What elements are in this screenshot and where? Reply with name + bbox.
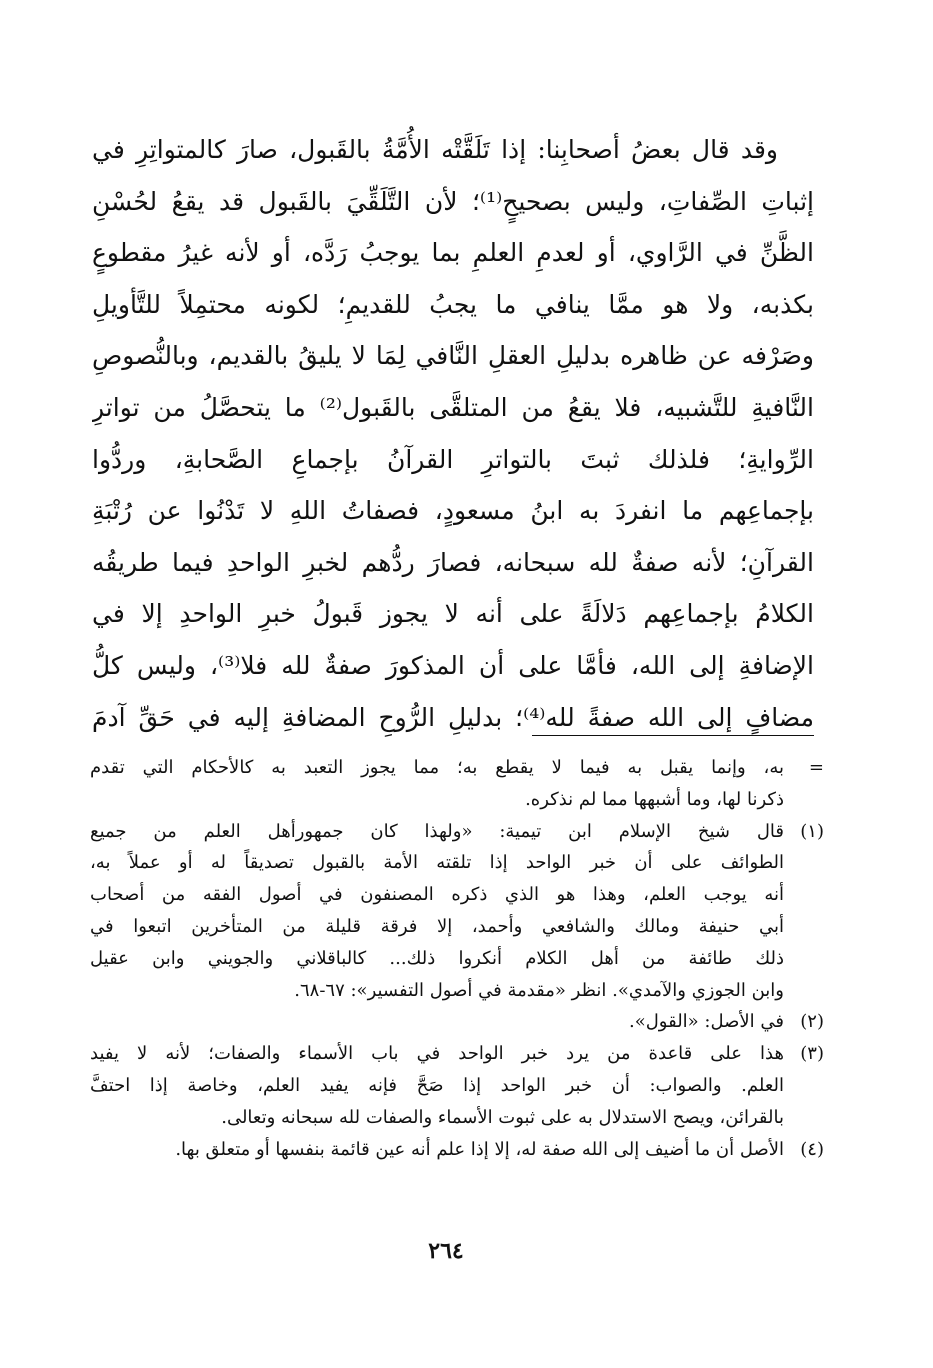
footnote-body xyxy=(90,1038,784,1133)
main-text-line: مضافٍ إلى الله صفةً لله⁽⁴⁾؛ بدليلِ الرُّوحِ المضافةِ إليه في حَقِّ آدمَ xyxy=(92,702,814,732)
footnote-body xyxy=(90,1006,784,1038)
footnote-separator xyxy=(532,735,814,736)
footnote-3 xyxy=(90,1038,824,1133)
footnote-line: الأصل أن ما أضيف إلى الله صفة له، إلا إذا علم أنه عين قائمة بنفسها أو متعلق بها. xyxy=(175,1138,784,1160)
main-text-line: الإضافةِ إلى الله، فأمَّا على أن المذكورَ صفةٌ لله فلا⁽³⁾، وليس كلُّ xyxy=(92,650,814,680)
footnote-line: أبي حنيفة ومالك والشافعي وأحمد، إلا فرقة قليلة من المتأخرين اتبعوا في xyxy=(90,915,784,937)
footnote-line: في الأصل: «القول». xyxy=(628,1011,784,1033)
footnote-marker: (٤) xyxy=(800,1138,824,1160)
footnote-line: العلم. والصواب: أن خبر الواحد إذا صَحَّ فإنه يفيد العلم، وخاصة إذا احتفَّ xyxy=(90,1074,784,1096)
footnote-4 xyxy=(90,1134,824,1166)
main-text-line: وصَرْفه عن ظاهره بدليلِ العقلِ النَّافي لِمَا لا يليقُ بالقديم، وبالنُّصوصِ xyxy=(92,341,814,371)
footnote-line: هذا على قاعدة من يرد خبر الواحد في باب الأسماء والصفات؛ لأنه لا يفيد xyxy=(90,1043,784,1065)
footnote-marker: = xyxy=(808,757,824,778)
footnote-line: ذكرنا لها، وما أشبهها مما لم نذكره. xyxy=(525,788,784,810)
footnote-2 xyxy=(90,1006,824,1038)
main-text-line: بكذبه، ولا هو ممَّا ينافي ما يجبُ للقديمِ؛ لكونه محتمِلاً للتَّأويلِ xyxy=(92,289,814,319)
footnote-line: قال شيخ الإسلام ابن تيمية: «ولهذا كان جمهورأهل العلم من جميع xyxy=(90,820,784,842)
footnote-line: وابن الجوزي والآمدي». انظر «مقدمة في أصول التفسير»: ٦٧-٦٨. xyxy=(294,979,784,1001)
main-text-line: بإجماعِهم ما انفردَ به ابنُ مسعودٍ، فصفاتُ اللهِ لا تَدْنُوا عن رُتْبَةِ xyxy=(92,496,814,526)
page-number: ٢٦٤ xyxy=(428,1238,464,1264)
footnote-body xyxy=(90,1134,784,1166)
footnote-line: أنه يوجب العلم، وهذا هو الذي ذكره المصنفون في أصول الفقه من أصحاب xyxy=(90,884,784,906)
footnote-marker: (٣) xyxy=(800,1043,824,1065)
main-text-line: وقد قال بعضُ أصحابِنا: إذا تَلَقَّتْه الأُمَّةُ بالقَبول، صارَ كالمتواتِرِ في xyxy=(92,135,778,164)
main-text-line: الظَّنِّ في الرَّاوي، أو لعدمِ العلمِ بما يوجبُ رَدَّه، أو لأنه غيرُ مقطوعٍ xyxy=(92,238,814,268)
footnote-line: بالقرائن، ويصح الاستدلال به على ثبوت الأسماء والصفات لله سبحانه وتعالى. xyxy=(221,1106,784,1128)
main-text-line: إثباتِ الصِّفاتِ، وليس بصحيحٍ⁽¹⁾؛ لأن التَّلَقِّيَ بالقَبول قد يقعُ لحُسْنِ xyxy=(92,186,814,216)
footnote-body xyxy=(90,752,784,816)
main-text-line: الكلامُ بإجماعِهم دَلالَةً على أنه لا يجوز قَبولُ خبرِ الواحدِ إلا في xyxy=(92,599,814,629)
main-text-line: الرِّوايةِ؛ فلذلك ثبتَ بالتواترِ القرآنُ بإجماعِ الصَّحابةِ، وردُّوا xyxy=(92,444,814,474)
footnote-line: ذلك طائفة من أهل الكلام أنكروا ذلك... كالباقلاني والجويني وابن عقيل xyxy=(90,947,784,969)
footnote-line: به، وإنما يقبل به فيما لا يقطع به؛ مما يجوز التعبد به كالأحكام التي تقدم xyxy=(90,757,784,778)
footnote-1 xyxy=(90,816,824,1007)
footnote-body xyxy=(90,816,784,1007)
main-text-line: القرآنِ؛ لأنه صفةٌ لله سبحانه، فصارَ ردُّهم لخبرِ الواحدِ فيما طريقُه xyxy=(92,547,814,577)
main-text-line: النَّافيةِ للتَّشبيه، فلا يقعُ من المتلقَّى بالقَبول⁽²⁾ ما يتحصَّلُ من تواترِ xyxy=(92,392,814,422)
footnote-marker: (١) xyxy=(800,820,824,842)
footnote-continued xyxy=(90,752,824,816)
main-text-block xyxy=(92,124,814,743)
footnote-line: الطوائف على أن خبر الواحد إذا تلقته الأمة بالقبول تصديقاً له أو عملاً به، xyxy=(90,852,784,874)
footnotes-block xyxy=(90,752,824,1165)
footnote-marker: (٢) xyxy=(800,1011,824,1033)
